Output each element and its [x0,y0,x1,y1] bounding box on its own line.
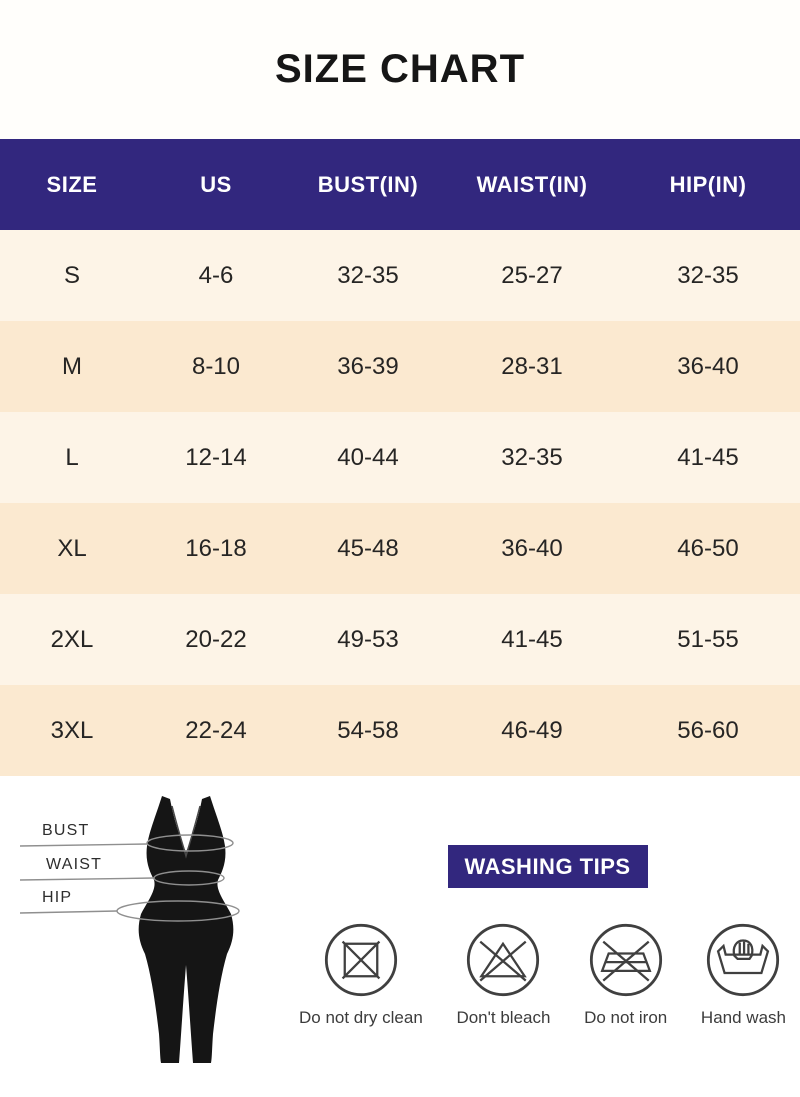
hip-leader-line [20,911,117,913]
table-row-m [0,321,800,412]
cell-bust: 49-53 [337,625,399,653]
cell-waist: 46-49 [501,716,563,744]
care-item-hand-wash [701,921,786,1028]
title-band [0,0,800,139]
care-item-do-not-iron [584,921,667,1028]
header-cell-hip: HIP(IN) [669,171,747,197]
do-not-iron-icon [587,921,665,999]
table-row-3xl [0,685,800,776]
care-icons-row [295,921,800,1028]
waist-leader-line [20,878,154,880]
bust-label: BUST [42,822,90,839]
care-label: Don't bleach [456,1008,551,1027]
page-title: SIZE CHART [275,47,525,91]
cell-waist: 28-31 [501,352,563,380]
do-not-dry-clean-icon [322,921,400,999]
cell-us: 4-6 [198,261,234,289]
cell-size: S [63,261,80,289]
cell-size: L [65,443,79,471]
table-row-s [0,230,800,321]
care-item-do-not-dry-clean [299,921,423,1028]
care-label: Do not iron [584,1008,668,1027]
hand-wash-icon [704,921,782,999]
cell-waist: 36-40 [501,534,563,562]
cell-waist: 32-35 [501,443,563,471]
cell-waist: 41-45 [501,625,563,653]
cell-hip: 51-55 [677,625,739,653]
cell-hip: 36-40 [677,352,739,380]
do-not-bleach-icon [464,921,542,999]
waist-label: WAIST [46,856,103,873]
table-row-xl [0,503,800,594]
washing-tips-block [295,776,800,1097]
header-cell-bust: BUST(IN) [317,171,419,197]
cell-hip: 41-45 [677,443,739,471]
cell-bust: 45-48 [337,534,399,562]
cell-us: 22-24 [185,716,247,744]
cell-size: 2XL [50,625,94,653]
cell-us: 16-18 [185,534,247,562]
cell-hip: 32-35 [677,261,739,289]
cell-size: 3XL [50,716,94,744]
cell-size: M [62,352,82,380]
table-row-l [0,412,800,503]
cell-hip: 46-50 [677,534,739,562]
cell-us: 20-22 [185,625,247,653]
washing-tips-banner: WASHING TIPS [448,845,648,888]
cell-bust: 54-58 [337,716,399,744]
measurement-figure-block [0,776,300,1097]
care-item-dont-bleach [456,921,550,1028]
cell-size: XL [57,534,87,562]
header-cell-us: US [200,171,232,197]
table-row-2xl [0,594,800,685]
size-table [0,139,800,776]
hip-label: HIP [42,889,73,906]
care-label: Hand wash [700,1008,786,1027]
header-cell-waist: WAIST(IN) [476,171,588,197]
care-label: Do not dry clean [299,1008,423,1027]
cell-waist: 25-27 [501,261,563,289]
cell-bust: 36-39 [337,352,399,380]
cell-us: 8-10 [191,352,241,380]
cell-us: 12-14 [185,443,247,471]
table-header-row [0,139,800,230]
bottom-section [0,776,800,1097]
cell-bust: 32-35 [337,261,399,289]
cell-bust: 40-44 [337,443,399,471]
bust-leader-line [20,844,147,846]
header-cell-size: SIZE [46,171,98,197]
cell-hip: 56-60 [677,716,739,744]
bodysuit-silhouette [139,796,234,1063]
